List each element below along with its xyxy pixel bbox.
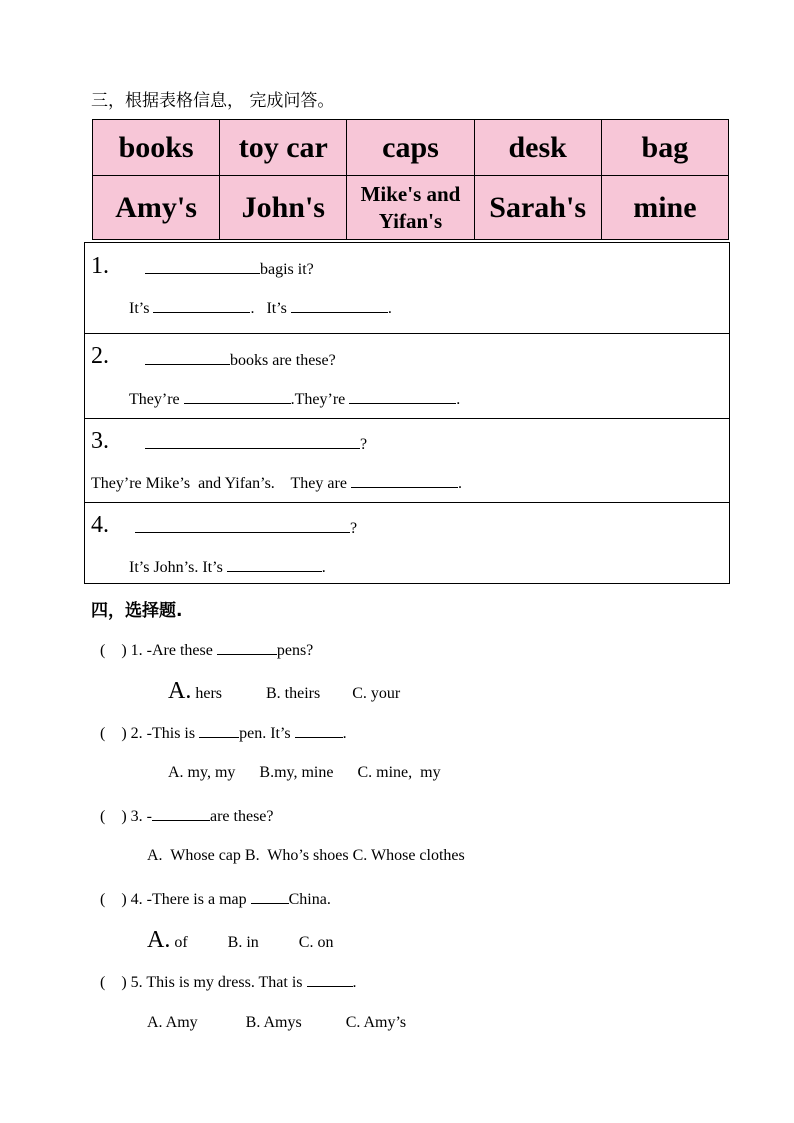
answer-blank[interactable]: [153, 298, 250, 313]
option-c[interactable]: C. mine, my: [357, 764, 441, 781]
answer-paren: ): [121, 974, 127, 991]
answer-paren: (: [100, 974, 106, 991]
answer-blank[interactable]: [227, 557, 322, 572]
answer-paren: ): [121, 725, 127, 742]
option-line[interactable]: A. Whose cap B. Who’s shoes C. Whose clothes: [147, 847, 465, 864]
option-b[interactable]: B. Amys: [245, 1014, 302, 1031]
question-divider: [85, 418, 729, 419]
answer-paren: ): [121, 808, 127, 825]
question-text: [145, 434, 367, 454]
question-number: 2.: [91, 343, 109, 369]
mc-question: [100, 640, 313, 660]
mc-options: [147, 927, 333, 954]
answer-paren: ): [121, 891, 127, 908]
mc-options: [168, 678, 400, 705]
mc-question: [100, 889, 331, 909]
question-text: [145, 350, 336, 370]
answer-blank[interactable]: [145, 434, 360, 449]
answer-blank[interactable]: [199, 723, 239, 738]
question-stem: 4. -There is a map: [130, 891, 247, 908]
question-text: [135, 518, 357, 538]
answer-text: It’s John’s. It’s: [129, 559, 223, 576]
table-cell: Sarah's: [474, 176, 601, 240]
question-stem: .: [352, 974, 357, 991]
question-stem: .: [342, 725, 347, 742]
answer-blank[interactable]: [295, 723, 343, 738]
question-divider: [85, 502, 729, 503]
question-number: 3.: [91, 428, 109, 454]
table-row-owners: [93, 176, 729, 240]
answer-paren: ): [121, 642, 127, 659]
section-4-title: 四，选择题.: [91, 601, 183, 621]
table-cell: caps: [347, 120, 474, 176]
option-a-text: of: [174, 934, 188, 951]
question-stem: bagis it?: [260, 261, 314, 278]
question-stem: pens?: [276, 642, 314, 659]
table-cell: Amy's: [93, 176, 220, 240]
answer-text: .: [250, 300, 255, 317]
answer-line: [129, 298, 392, 318]
answer-text: It’s: [266, 300, 287, 317]
option-b[interactable]: B. theirs: [266, 685, 321, 702]
option-b[interactable]: B.my, mine: [259, 764, 334, 781]
question-number: 4.: [91, 512, 109, 538]
option-a-text: hers: [195, 685, 222, 702]
table-cell: John's: [220, 176, 347, 240]
question-number: 1.: [91, 253, 109, 279]
answer-blank[interactable]: [145, 259, 260, 274]
answer-text: .: [456, 391, 461, 408]
option-c[interactable]: C. Amy’s: [345, 1014, 407, 1031]
option-b[interactable]: B. in: [227, 934, 259, 951]
question-stem: 2. -This is: [130, 725, 196, 742]
answer-text: It’s: [129, 300, 150, 317]
answer-blank[interactable]: [152, 806, 210, 821]
answer-text: .: [387, 300, 392, 317]
question-stem: ?: [350, 520, 358, 537]
info-table: [92, 119, 729, 240]
mc-options: [168, 764, 441, 782]
option-c[interactable]: C. your: [352, 685, 401, 702]
option-a[interactable]: A. Amy: [147, 1014, 198, 1031]
answer-line: [129, 557, 326, 577]
answer-blank[interactable]: [135, 518, 350, 533]
answer-paren: (: [100, 808, 106, 825]
question-box: [84, 242, 730, 584]
question-stem: books are these?: [230, 352, 336, 369]
answer-text: .They’re: [290, 391, 346, 408]
table-cell: books: [93, 120, 220, 176]
option-a[interactable]: A. my, my: [168, 764, 236, 781]
answer-text: They are: [290, 475, 347, 492]
option-c[interactable]: C. on: [298, 934, 334, 951]
answer-text: .: [321, 559, 326, 576]
question-stem: ?: [360, 436, 368, 453]
question-stem: 5. This is my dress. That is: [130, 974, 303, 991]
mc-question: [100, 972, 357, 992]
answer-paren: (: [100, 891, 106, 908]
table-cell: desk: [474, 120, 601, 176]
answer-blank[interactable]: [307, 972, 353, 987]
question-text: [145, 259, 314, 279]
answer-blank[interactable]: [184, 389, 291, 404]
table-cell-line: Mike's and: [360, 181, 461, 206]
option-a[interactable]: A.: [168, 678, 192, 704]
answer-blank[interactable]: [251, 889, 289, 904]
answer-paren: (: [100, 642, 106, 659]
mc-question: [100, 723, 347, 743]
table-cell: mine: [601, 176, 728, 240]
answer-blank[interactable]: [217, 640, 277, 655]
table-cell: toy car: [220, 120, 347, 176]
question-stem: pen. It’s: [239, 725, 291, 742]
answer-blank[interactable]: [145, 350, 230, 365]
table-row-items: [93, 120, 729, 176]
question-stem: 3. -: [130, 808, 152, 825]
answer-line: [129, 389, 460, 409]
option-a[interactable]: A.: [147, 927, 171, 953]
answer-paren: (: [100, 725, 106, 742]
mc-question: [100, 806, 274, 826]
question-stem: are these?: [209, 808, 274, 825]
answer-blank[interactable]: [291, 298, 388, 313]
table-cell: [347, 176, 474, 240]
section-3-title: 三，根据表格信息， 完成问答。: [91, 91, 335, 111]
answer-text: .: [457, 475, 462, 492]
answer-blank[interactable]: [349, 389, 456, 404]
mc-options: [147, 847, 465, 865]
table-cell: bag: [601, 120, 728, 176]
answer-text: They’re Mike’s and Yifan’s.: [91, 475, 275, 492]
answer-blank[interactable]: [351, 473, 458, 488]
question-divider: [85, 333, 729, 334]
mc-options: [147, 1014, 406, 1032]
question-stem: 1. -Are these: [130, 642, 213, 659]
table-cell-line: Yifan's: [378, 208, 443, 233]
answer-text: They’re: [129, 391, 180, 408]
answer-line: [91, 473, 462, 493]
question-stem: China.: [288, 891, 331, 908]
